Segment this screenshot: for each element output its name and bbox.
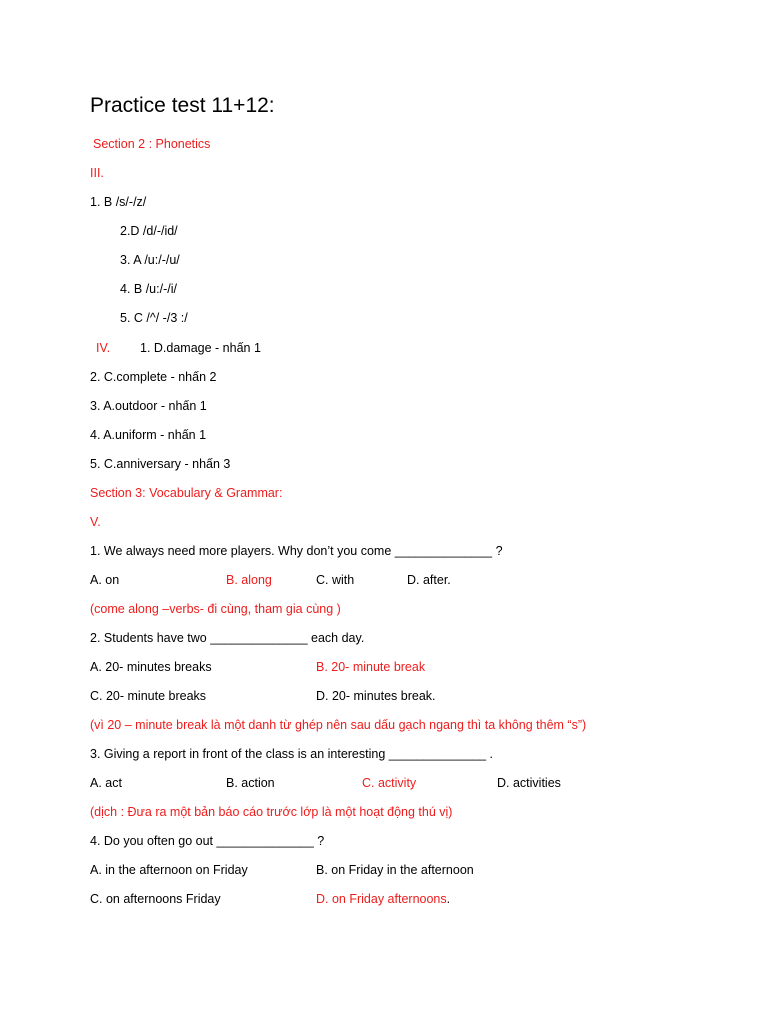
q2-option-b-correct: B. 20- minute break (316, 660, 426, 674)
phonetics-answer: 1. B /s/-/z/ (90, 195, 147, 209)
part-3-label: III. (90, 166, 104, 180)
q3-option-a: A. act (90, 776, 122, 790)
q4-option-c: C. on afternoons Friday (90, 892, 221, 906)
stress-answer: 3. A.outdoor - nhấn 1 (90, 399, 207, 413)
part-5-label: V. (90, 515, 101, 529)
q4-option-b: B. on Friday in the afternoon (316, 863, 474, 877)
section-3-heading: Section 3: Vocabulary & Grammar: (90, 486, 283, 500)
q4-option-d-line (316, 891, 450, 907)
q2-explanation: (vì 20 – minute break là một danh từ ghép nên sau dấu gạch ngang thì ta không thêm “s”) (90, 718, 587, 732)
stress-answer: 4. A.uniform - nhấn 1 (90, 428, 207, 442)
phonetics-answer: 2.D /d/-/id/ (120, 224, 178, 238)
question-2-text: 2. Students have two ______________ each day. (90, 631, 365, 645)
q3-option-d: D. activities (497, 776, 561, 790)
q3-option-c-correct: C. activity (362, 776, 417, 790)
q1-option-c: C. with (316, 573, 355, 587)
phonetics-answer: 5. C /^/ -/3 :/ (120, 311, 188, 325)
q1-explanation: (come along –verbs- đi cùng, tham gia cùng ) (90, 602, 341, 616)
question-3-text: 3. Giving a report in front of the class is an interesting ______________ . (90, 747, 494, 761)
phonetics-answer: 3. A /u:/-/u/ (120, 253, 180, 267)
stress-answer: 1. D.damage - nhấn 1 (140, 341, 261, 355)
q3-explanation: (dịch : Đưa ra một bản báo cáo trước lớp là một hoạt động thú vị) (90, 805, 453, 819)
question-4-text: 4. Do you often go out ______________ ? (90, 834, 325, 848)
q1-option-b-correct: B. along (226, 573, 272, 587)
page-title: Practice test 11+12: (90, 94, 275, 117)
q4-option-d-correct: D. on Friday afternoons (316, 892, 447, 906)
q1-option-a: A. on (90, 573, 120, 587)
phonetics-answer: 4. B /u:/-/i/ (120, 282, 177, 296)
q1-option-d: D. after. (407, 573, 451, 587)
stress-answer: 5. C.anniversary - nhấn 3 (90, 457, 231, 471)
q4-option-d-period: . (446, 892, 451, 906)
q2-option-d: D. 20- minutes break. (316, 689, 436, 703)
q4-option-a: A. in the afternoon on Friday (90, 863, 248, 877)
section-2-heading: Section 2 : Phonetics (93, 137, 211, 151)
part-4-label: IV. (96, 341, 111, 355)
q2-option-a: A. 20- minutes breaks (90, 660, 212, 674)
question-1-text: 1. We always need more players. Why don’t you come ______________ ? (90, 544, 503, 558)
q3-option-b: B. action (226, 776, 275, 790)
q2-option-c: C. 20- minute breaks (90, 689, 207, 703)
stress-answer: 2. C.complete - nhấn 2 (90, 370, 217, 384)
